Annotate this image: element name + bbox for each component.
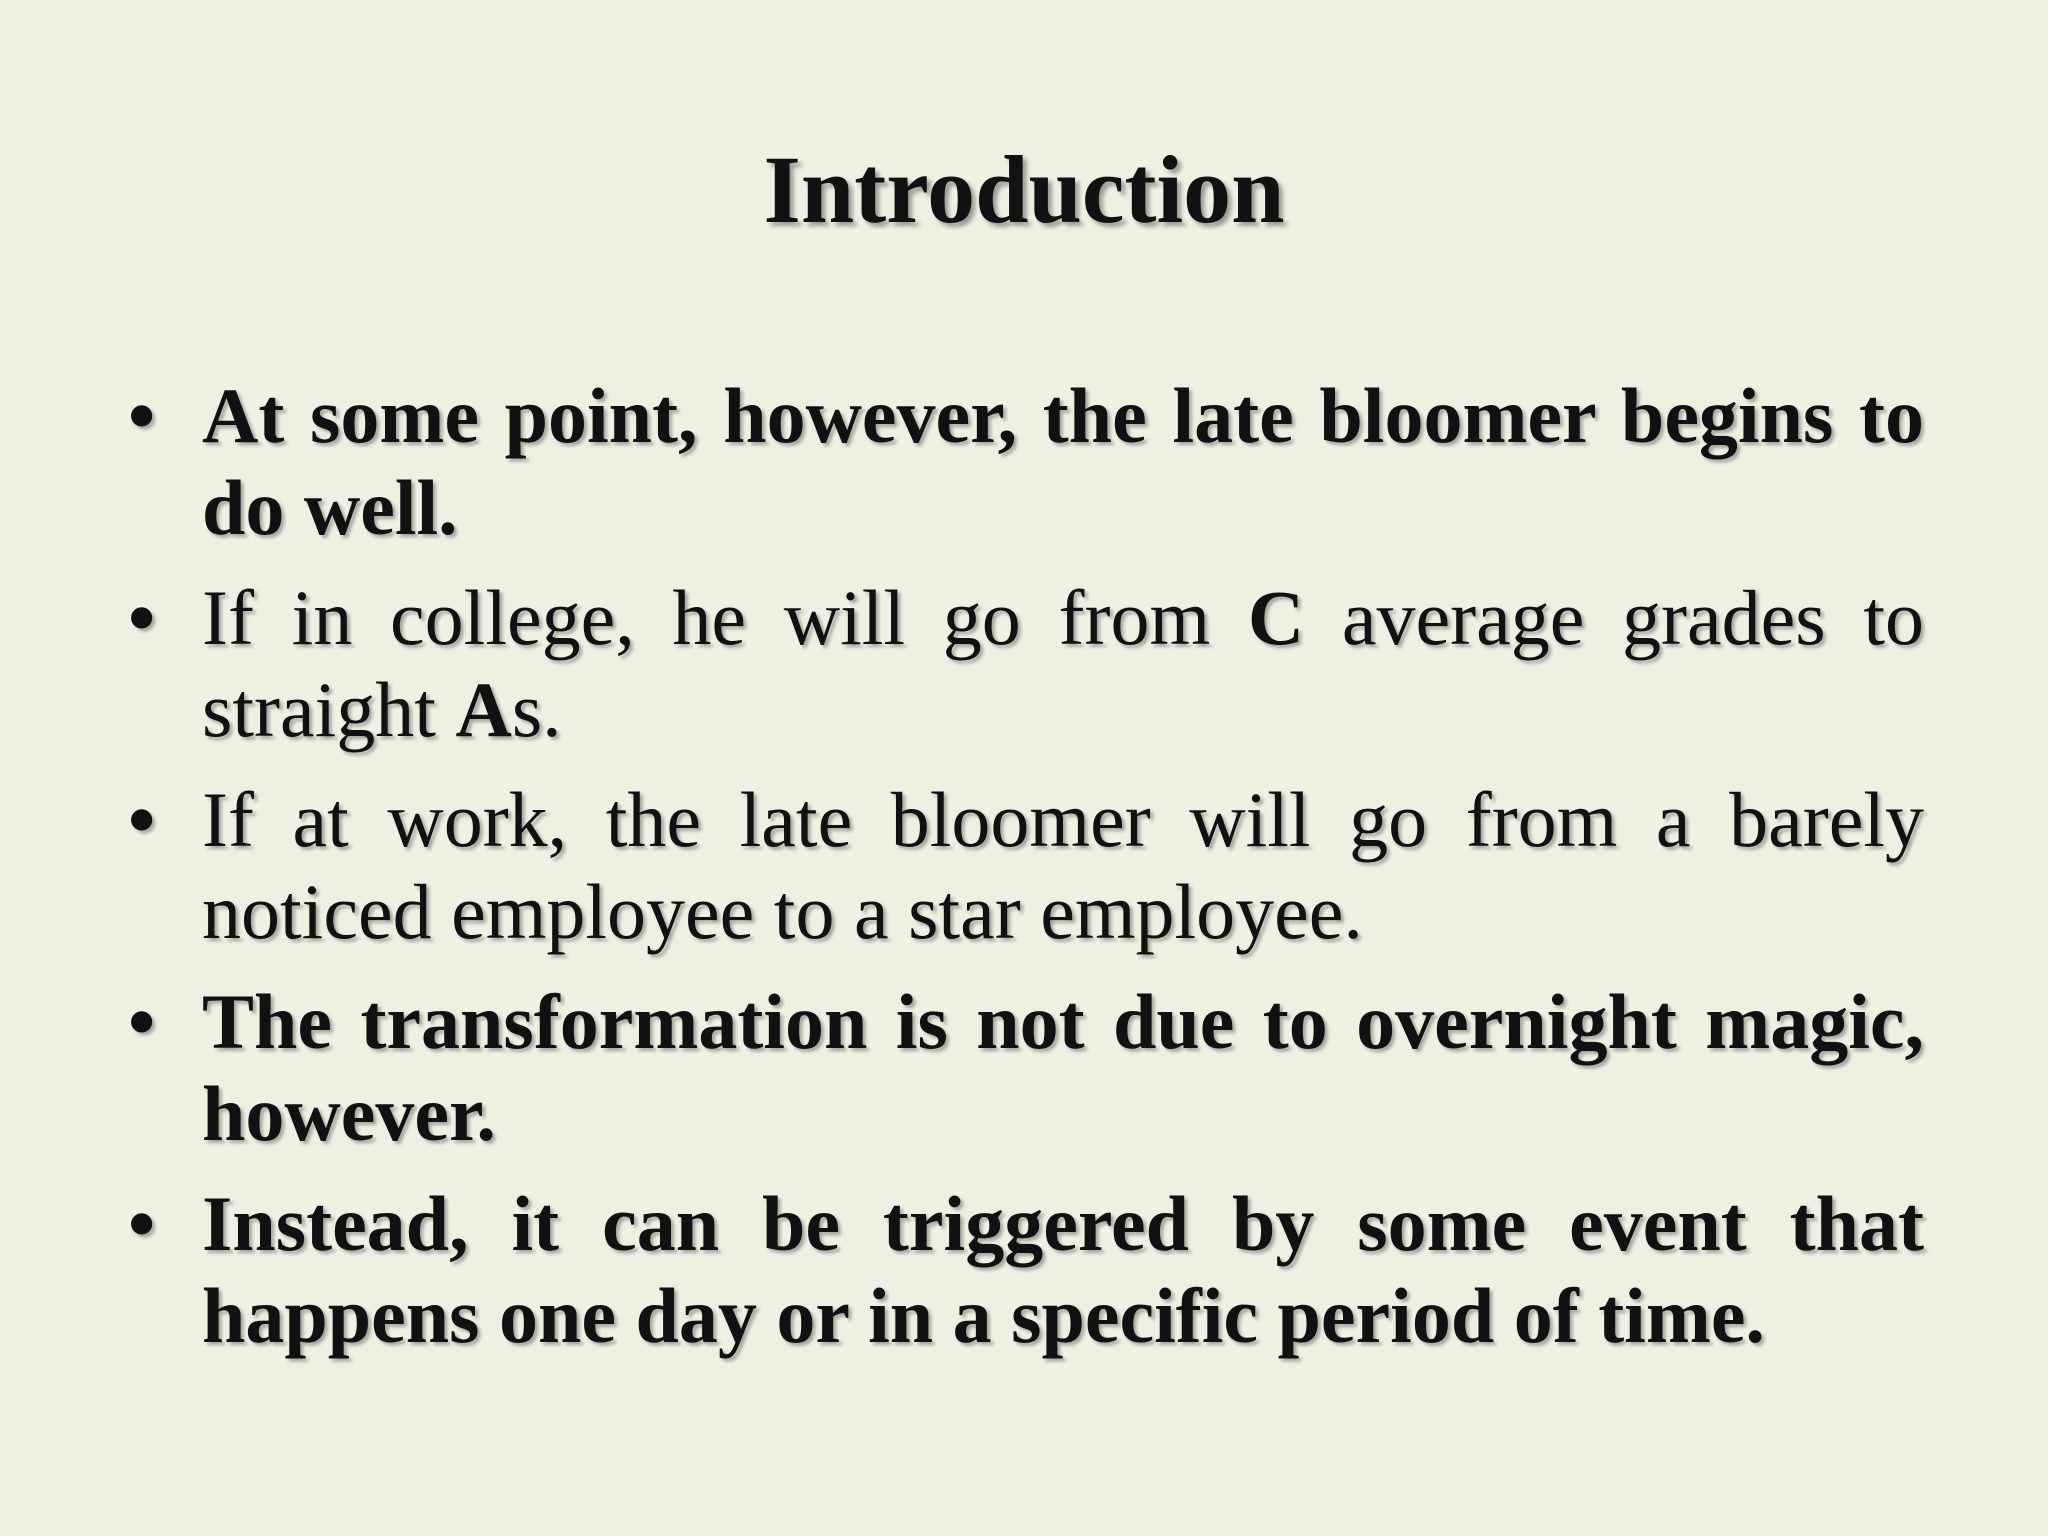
bullet-item [128, 370, 1924, 554]
bullet-text: At some point, however, the late bloomer begins to do well. [202, 372, 1924, 551]
bullet-icon: • [128, 978, 156, 1065]
bullet-text: If at work, the late bloomer will go from a barely noticed employee to a star employee. [202, 776, 1924, 955]
bullet-text [202, 572, 1924, 756]
grade-a-text: A [455, 666, 512, 753]
slide-title: Introduction [763, 136, 1285, 243]
bullet-text: Instead, it can be triggered by some event that happens one day or in a specific period of time. [202, 1180, 1924, 1359]
bullet-item [128, 976, 1924, 1160]
bullet-icon: • [128, 574, 156, 661]
bullet-icon: • [128, 1180, 156, 1267]
bullet-icon: • [128, 776, 156, 863]
bullet-list [128, 370, 1924, 1380]
bullet-icon: • [128, 372, 156, 459]
bullet-text-segment: If in college, he will go from [202, 574, 1248, 661]
bullet-text-segment: average grades to straight [202, 574, 1924, 753]
bullet-text: The transformation is not due to overnight magic, however. [202, 978, 1924, 1157]
bullet-text-segment: s. [511, 666, 562, 753]
bullet-item [128, 774, 1924, 958]
grade-c-text: C [1247, 574, 1305, 661]
bullet-item [128, 572, 1924, 756]
bullet-item [128, 1178, 1924, 1362]
